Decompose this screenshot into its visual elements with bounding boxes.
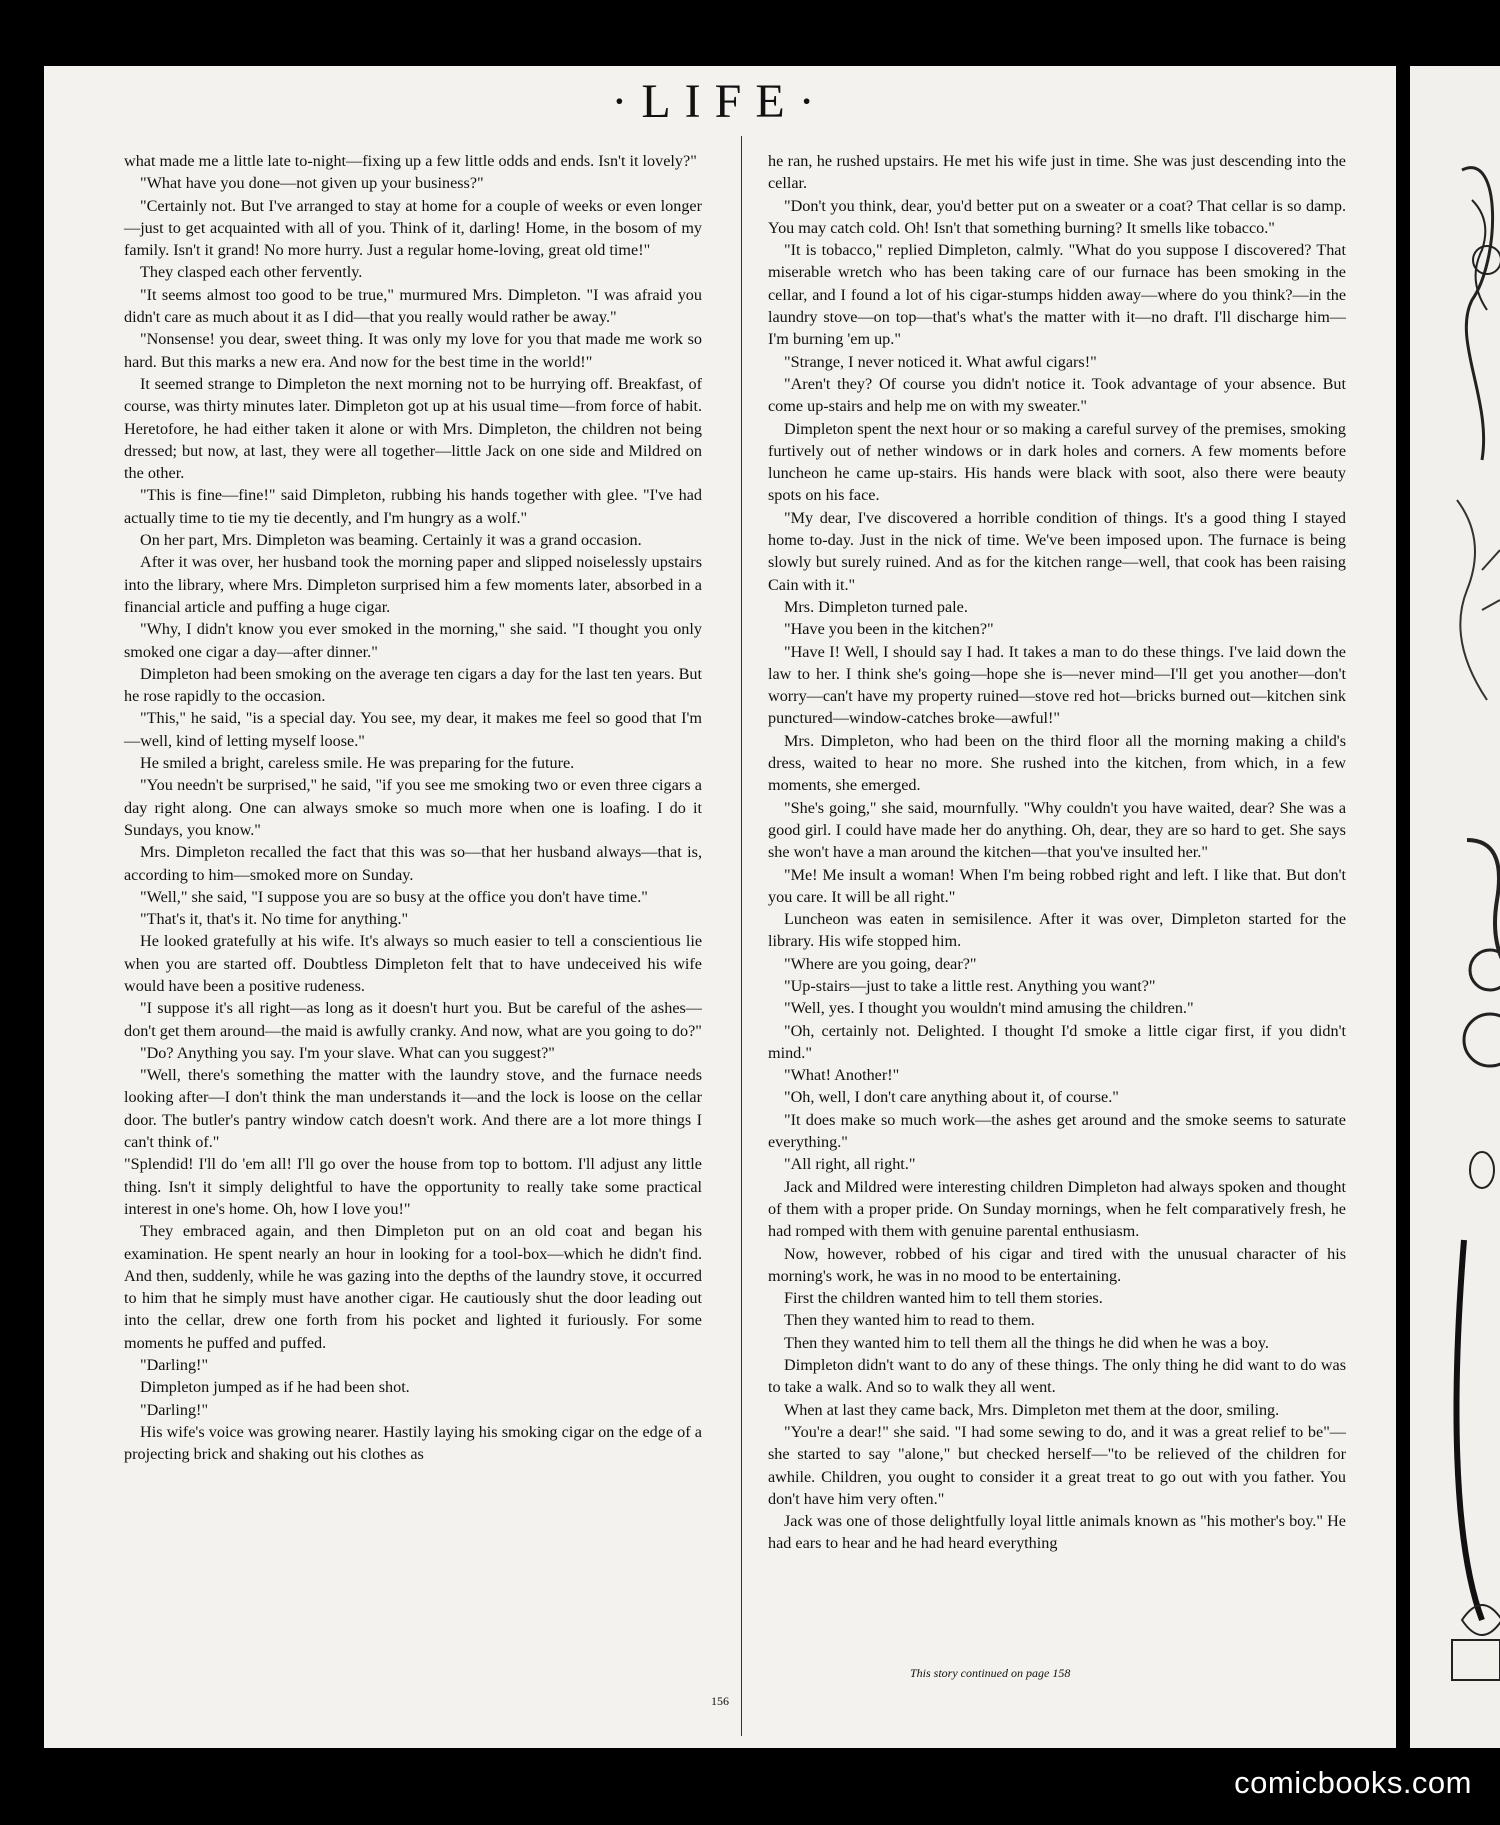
paragraph: Luncheon was eaten in semisilence. After it was over, Dimpleton started for the library. His wife stopped him. [768,910,1346,951]
paragraph: His wife's voice was growing nearer. Hastily laying his smoking cigar on the edge of a projecting brick and shaking out his clothes as [124,1422,702,1464]
page-number: 156 [711,1694,729,1708]
paragraph: Jack and Mildred were interesting children Dimpleton had always spoken and thought of them with a proper pride. On Sunday mornings, when he felt comparatively fresh, he had romped with them with genuine parental enthusiasm. [768,1177,1346,1241]
paragraph: Dimpleton didn't want to do any of these things. The only thing he did want to do was to take a walk. And so to walk they all went. [768,1356,1346,1397]
paragraph: "Nonsense! you dear, sweet thing. It was only my love for you that made me work so hard. But this marks a new era. And now for the best time in the world!" [124,330,702,371]
paragraph: He looked gratefully at his wife. It's always so much easier to tell a conscientious lie when you are started off. Doubtless Dimpleton felt that to have undeceived his wife would have been a positive rudeness. [124,932,702,995]
paragraph: "Oh, certainly not. Delighted. I thought I'd smoke a little cigar first, if you didn't mind." [768,1021,1346,1062]
paragraph: Mrs. Dimpleton turned pale. [784,597,968,616]
paragraph: "Have you been in the kitchen?" [784,620,994,639]
paragraph: Mrs. Dimpleton recalled the fact that this was so—that her husband always—that is, according to him—smoked more on Sunday. [124,843,702,884]
paragraph: "This," he said, "is a special day. You see, my dear, it makes me feel so good that I'm—well, kind of letting myself loose." [124,709,702,750]
paragraph: "You needn't be surprised," he said, "if you see me smoking two or even three cigars a day right along. One can always smoke so much more when one is loafing. I do it Sundays, you know." [124,776,702,839]
paragraph: "Up-stairs—just to take a little rest. Anything you want?" [784,976,1156,995]
paragraph: "Splendid! I'll do 'em all! I'll go over the house from top to bottom. I'll adjust any little thing. Isn't it simply delightful to have the opportunity to really take some practical interest in one's home. Oh, how I love you!" [124,1155,702,1218]
paragraph: "It seems almost too good to be true," murmured Mrs. Dimpleton. "I was afraid you didn't care as much about it as I did—that you really would rather be away." [124,285,702,327]
paragraph: "Certainly not. But I've arranged to stay at home for a couple of weeks or even longer—just to get acquainted with all of you. Think of it, darling! Home, in the bosom of my family. Isn't it grand! No more hurry. Just a regular home-loving, great old time!" [124,196,702,260]
paragraph: "Strange, I never noticed it. What awful cigars!" [784,352,1097,371]
paragraph: "My dear, I've discovered a horrible condition of things. It's a good thing I stayed home to-day. Just in the nick of time. We've been imposed upon. The furnace is being slowly but surely ruined. And as for the kitchen range—well, that cook has been raising Cain with it." [768,508,1346,594]
decorative-border-illustration [1442,140,1500,1700]
paragraph: "Darling!" [140,1400,209,1419]
watermark: comicbooks.com [1234,1765,1472,1800]
paragraph: "Don't you think, dear, you'd better put on a sweater or a coat? That cellar is so damp. You may catch cold. Oh! Isn't that something burning? It smells like tobacco." [768,196,1346,237]
paragraph: Jack was one of those delightfully loyal little animals known as "his mother's boy." He had ears to hear and he had heard everything [768,1512,1346,1553]
paragraph: Mrs. Dimpleton, who had been on the third floor all the morning making a child's dress, waited to hear no more. She rushed into the kitchen, from which, in a few moments, she emerged. [768,731,1346,795]
paragraph: "That's it, that's it. No time for anything." [140,910,409,929]
continuation-note: This story continued on page 158 [910,1666,1071,1680]
paragraph: "This is fine—fine!" said Dimpleton, rubbing his hands together with glee. "I've had actually time to tie my tie decently, and I'm hungry as a wolf." [124,486,702,527]
masthead-title: ·LIFE· [611,75,829,128]
paragraph: "Aren't they? Of course you didn't notice it. Took advantage of your absence. But come up-stairs and help me on with my sweater." [768,374,1346,416]
paragraph: "You're a dear!" she said. "I had some sewing to do, and it was a great relief to be"—she started to say "alone," but checked herself—"to be relieved of the children for awhile. Children, you ought to consider it a great treat to go out with you father. You don't have him very often." [768,1422,1346,1508]
paragraph: what made me a little late to-night—fixing up a few little odds and ends. Isn't it lovely?" [124,152,697,170]
paragraph: "Well," she said, "I suppose you are so busy at the office you don't have time." [140,887,648,906]
paragraph: Then they wanted him to tell them all the things he did when he was a boy. [784,1333,1269,1352]
paragraph: Now, however, robbed of his cigar and tired with the unusual character of his morning's work, he was in no mood to be entertaining. [768,1244,1346,1285]
paragraph: "Well, yes. I thought you wouldn't mind amusing the children." [784,999,1194,1018]
paragraph: On her part, Mrs. Dimpleton was beaming. Certainly it was a grand occasion. [140,531,642,550]
paragraph: It seemed strange to Dimpleton the next morning not to be hurrying off. Breakfast, of course, was thirty minutes later. Dimpleton got up at his usual time—from force of habit. Heretofore, he had either taken it alone or with Mrs. Dimpleton, the children not being dressed; but now, at last, they were all together—little Jack on one side and Mildred on the other. [124,374,702,483]
paragraph: Dimpleton spent the next hour or so making a careful survey of the premises, smoking furtively out of nether windows or in dark holes and corners. A few moments before luncheon he came up-stairs. His hands were black with soot, also there were beauty spots on his face. [768,419,1346,505]
paragraph: "It is tobacco," replied Dimpleton, calmly. "What do you suppose I discovered? That miserable wretch who has been taking care of our furnace has been smoking in the cellar, and I found a lot of his cigar-stumps hidden away—where do you think?—in the laundry stove—on top—that's what's the matter with it—no draft. I'll discharge him—I'm burning 'em up." [768,241,1346,349]
paragraph: "All right, all right." [784,1155,916,1174]
paragraph: "What! Another!" [784,1066,900,1085]
magazine-page [44,66,1396,1748]
paragraph: "She's going," she said, mournfully. "Why couldn't you have waited, dear? She was a good girl. I could have made her do anything. Oh, dear, they are so hard to get. She says she won't have a man around the kitchen—that you've insulted her." [768,798,1346,862]
paragraph: "Why, I didn't know you ever smoked in the morning," she said. "I thought you only smoked one cigar a day—after dinner." [124,620,702,661]
paragraph: "What have you done—not given up your business?" [140,174,484,193]
paragraph: First the children wanted him to tell them stories. [784,1289,1103,1308]
paragraph: Dimpleton had been smoking on the average ten cigars a day for the last ten years. But he rose rapidly to the occasion. [124,664,702,706]
paragraph: "Darling!" [140,1356,209,1375]
right-column [768,150,1346,1555]
paragraph: "Well, there's something the matter with the laundry stove, and the furnace needs looking after—I don't think the man understands it—and the lock is loose on the cellar door. The butler's pantry window catch doesn't work. And there are a lot more things I can't think of." [124,1066,702,1152]
paragraph: He smiled a bright, careless smile. He was preparing for the future. [140,754,575,773]
paragraph: "Where are you going, dear?" [784,954,977,973]
paragraph: "I suppose it's all right—as long as it doesn't hurt you. But be careful of the ashes—don't get them around—the maid is awfully cranky. And now, what are you going to do?" [124,999,702,1040]
paragraph: "Do? Anything you say. I'm your slave. What can you suggest?" [140,1043,555,1062]
paragraph: "Oh, well, I don't care anything about it, of course." [784,1088,1119,1107]
paragraph: he ran, he rushed upstairs. He met his wife just in time. She was just descending into the cellar. [768,152,1346,193]
paragraph: After it was over, her husband took the morning paper and slipped noiselessly upstairs into the library, where Mrs. Dimpleton surprised him a few moments later, absorbed in a financial article and puffing a huge cigar. [124,553,702,616]
paragraph: They embraced again, and then Dimpleton put on an old coat and began his examination. He spent nearly an hour in looking for a tool-box—which he didn't find. And then, suddenly, while he was gazing into the depths of the laundry stove, it occurred to him that he simply must have another cigar. He cautiously shut the door leading out into the cellar, drew one forth from his pocket and lighted it furiously. For some moments he puffed and puffed. [124,1222,702,1352]
paragraph: Dimpleton jumped as if he had been shot. [140,1378,410,1397]
paragraph: "Have I! Well, I should say I had. It takes a man to do these things. I've laid down the law to her. I think she's going—hope she is—never mind—I'll get you another—don't worry—can't have my property ruined—stove red hot—bricks burned out—kitchen sink punctured—window-catches broke—awful!" [768,642,1346,728]
paragraph: "Me! Me insult a woman! When I'm being robbed right and left. I like that. But don't you care. It will be all right." [768,865,1346,906]
left-column [124,150,702,1466]
column-divider [741,136,742,1736]
paragraph: They clasped each other fervently. [140,263,363,282]
paragraph: When at last they came back, Mrs. Dimpleton met them at the door, smiling. [784,1400,1280,1419]
paragraph: Then they wanted him to read to them. [784,1311,1035,1330]
paragraph: "It does make so much work—the ashes get around and the smoke seems to saturate everything." [768,1110,1346,1152]
